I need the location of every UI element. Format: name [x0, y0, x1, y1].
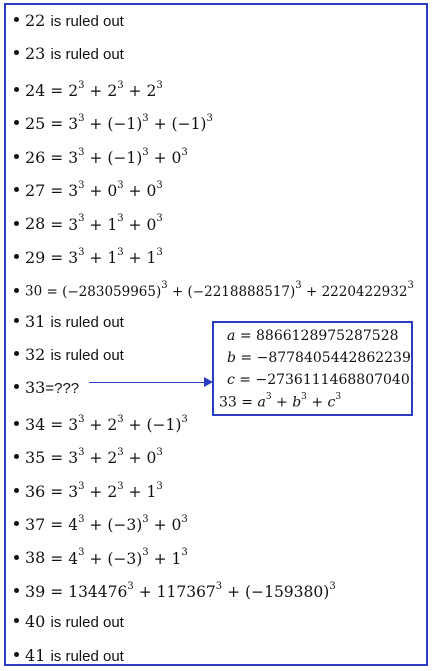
cube-equation: = $3^3 + 2^3 + 1^3$: [45, 480, 163, 501]
cube-exponent: 3: [142, 514, 149, 525]
cube-exponent: 3: [181, 547, 188, 559]
row-number: 38: [25, 548, 46, 568]
cube-exponent: 3: [117, 246, 124, 258]
cube-base: 2: [107, 415, 118, 434]
list-item: [14, 374, 79, 402]
cube-base: 2220422932: [321, 283, 408, 300]
cube-exponent: 3: [181, 146, 188, 158]
cube-base: 3: [68, 115, 79, 134]
cube-base: (−2218888517): [187, 283, 296, 300]
cube-equation: = $(-283059965)^3 + (-2218888517)^3 + 2220422932^3$: [42, 280, 414, 300]
cube-equation: = $4^3 + (-3)^3 + 1^3$: [45, 547, 188, 568]
callout-sum-line: $33 = a^3 + b^3 + c^3$: [219, 392, 342, 411]
plus-operator: +: [89, 516, 103, 535]
cube-exponent: 3: [142, 113, 149, 125]
bullet-icon: [14, 384, 19, 389]
cube-equation: = $2^3 + 2^3 + 2^3$: [45, 79, 163, 100]
cube-exponent: 3: [78, 180, 85, 191]
cube-base: 3: [68, 182, 79, 201]
callout-b-line: b = −8778405442862239: [227, 350, 411, 366]
plus-operator: +: [171, 283, 184, 300]
plus-operator: +: [138, 582, 152, 601]
a-label: a: [227, 328, 236, 344]
cube-base: 1: [146, 482, 157, 501]
cube-base: (−3): [107, 549, 143, 568]
ruled-out-text: is ruled out: [50, 13, 124, 30]
bullet-icon: [14, 618, 19, 623]
cube-base: 3: [68, 482, 79, 501]
plus-operator: +: [153, 516, 167, 535]
cube-exponent: 3: [117, 413, 124, 425]
plus-operator: +: [89, 482, 103, 501]
cube-base: 2: [107, 449, 118, 468]
cube-equation: = $134476^3 + 117367^3 + (-159380)^3$: [45, 580, 336, 601]
row-number: 26: [25, 147, 46, 167]
row-number: 40: [25, 612, 46, 632]
cube-exponent: 3: [142, 146, 149, 158]
list-item: [14, 174, 163, 202]
bullet-icon: [14, 488, 19, 493]
plus-operator: +: [128, 415, 142, 434]
plus-operator: +: [89, 415, 103, 434]
cube-exponent: 3: [78, 547, 85, 559]
cube-base: 0: [146, 182, 157, 201]
plus-operator: +: [153, 115, 167, 134]
row-number: 28: [25, 214, 46, 234]
cube-exponent: 3: [117, 480, 124, 492]
row-number: 29: [25, 247, 46, 267]
list-item: [14, 308, 124, 336]
solution-callout: [212, 321, 413, 416]
bullet-icon: [14, 50, 19, 55]
cube-equation: = $3^3 + 2^3 + (-1)^3$: [45, 413, 188, 434]
list-item: [14, 107, 213, 135]
row-number: 27: [25, 181, 46, 201]
cube-exponent: 3: [78, 146, 85, 158]
cube-base: 0: [146, 449, 157, 468]
cube-base: (−1): [107, 115, 143, 134]
sum-term-c: c: [327, 394, 336, 411]
cube-exponent: 3: [329, 580, 336, 592]
cube-exponent: 3: [156, 213, 163, 225]
bullet-icon: [14, 652, 19, 657]
plus-operator: +: [89, 182, 103, 201]
list-item: [14, 74, 163, 102]
cube-exponent: 3: [156, 180, 163, 191]
bullet-icon: [14, 521, 19, 526]
cube-exponent: 3: [161, 280, 168, 292]
sum-term-b: b: [292, 394, 302, 411]
cube-base: (−159380): [245, 582, 330, 601]
c-label: c: [227, 372, 235, 388]
cube-exponent: 3: [407, 280, 414, 292]
cube-base: 0: [171, 516, 182, 535]
cube-base: 1: [146, 248, 157, 267]
plus-operator: +: [153, 549, 167, 568]
sum-term-a: a: [257, 394, 266, 411]
cube-base: (−1): [171, 115, 207, 134]
cube-exponent: 3: [78, 447, 85, 459]
cube-equation: = $3^3 + (-1)^3 + 0^3$: [45, 146, 188, 167]
cube-exponent: 3: [181, 413, 188, 425]
row-number: 25: [25, 114, 46, 134]
bullet-icon: [14, 17, 19, 22]
bullet-icon: [14, 351, 19, 356]
cube-exponent: 3: [142, 547, 149, 559]
cube-equation: = $3^3 + 1^3 + 1^3$: [45, 246, 163, 267]
cube-exponent: 3: [117, 79, 124, 91]
cube-exponent: 3: [78, 413, 85, 425]
arrow-line: [89, 382, 205, 383]
unknown-text: =???: [45, 380, 80, 398]
cube-exponent: 3: [78, 113, 85, 125]
cube-exponent: 3: [295, 280, 302, 292]
cube-base: 4: [68, 516, 79, 535]
list-item: [14, 541, 188, 569]
plus-operator: +: [128, 449, 142, 468]
cube-exponent: 3: [215, 580, 223, 592]
cube-base: 2: [68, 81, 79, 100]
exp-b: 3: [301, 392, 307, 402]
bullet-icon: [14, 555, 19, 560]
row-number: 37: [25, 515, 46, 535]
list-item: [14, 7, 124, 35]
cube-base: (−1): [146, 415, 182, 434]
cube-base: 2: [107, 482, 118, 501]
list-item: [14, 441, 163, 469]
row-number: 34: [25, 414, 46, 434]
b-label: b: [227, 350, 236, 366]
ruled-out-text: is ruled out: [50, 46, 124, 64]
bullet-icon: [14, 421, 19, 426]
row-number: 41: [25, 645, 46, 665]
callout-a-line: a = 8866128975287528: [227, 328, 399, 344]
cube-base: (−3): [107, 516, 143, 535]
list-item: [14, 475, 163, 503]
list-item: [14, 575, 336, 603]
plus-operator: +: [89, 215, 103, 234]
cube-base: 3: [68, 248, 79, 267]
cube-exponent: 3: [156, 480, 163, 492]
bullet-icon: [14, 87, 19, 92]
cube-base: 134476: [68, 582, 128, 601]
cube-base: 1: [107, 215, 118, 234]
row-number: 24: [25, 80, 46, 100]
cube-exponent: 3: [156, 447, 163, 459]
cube-base: 1: [171, 549, 182, 568]
bullet-icon: [14, 454, 19, 459]
row-number: 39: [25, 581, 46, 601]
bullet-icon: [14, 154, 19, 159]
list-item: [14, 241, 163, 269]
plus-operator: +: [89, 115, 103, 134]
plus-operator: +: [89, 449, 103, 468]
cube-base: 3: [68, 148, 79, 167]
cube-exponent: 3: [117, 180, 124, 191]
cube-base: 2: [107, 81, 118, 100]
callout-c-line: c = −2736111468807040: [227, 372, 410, 388]
cube-base: 2: [146, 81, 157, 100]
plus-operator: +: [89, 549, 103, 568]
bullet-icon: [14, 187, 19, 192]
bullet-icon: [14, 254, 19, 259]
plus-operator: +: [89, 248, 103, 267]
cube-equation: = $3^3 + 0^3 + 0^3$: [45, 180, 163, 201]
list-item: [14, 341, 124, 369]
row-number: 23: [25, 44, 46, 64]
cube-exponent: 3: [156, 246, 163, 258]
b-value: −8778405442862239: [256, 350, 411, 366]
plus-operator: +: [89, 148, 103, 167]
row-number: 35: [25, 448, 46, 468]
cube-exponent: 3: [78, 246, 85, 258]
cube-equation: = $3^3 + 1^3 + 0^3$: [45, 213, 163, 234]
list-item: [14, 141, 188, 169]
cube-exponent: 3: [181, 514, 188, 525]
plus-operator: +: [128, 215, 142, 234]
cube-base: 3: [68, 415, 79, 434]
cube-exponent: 3: [206, 113, 213, 125]
row-number: 22: [25, 11, 46, 30]
plus-operator: +: [305, 283, 318, 300]
cube-exponent: 3: [117, 447, 124, 459]
row-number: 33: [25, 378, 46, 398]
cube-base: 0: [146, 215, 157, 234]
row-number: 36: [25, 481, 46, 501]
cube-exponent: 3: [156, 79, 163, 91]
row-number: 30: [25, 283, 43, 300]
plus-operator: +: [128, 81, 142, 100]
list-item: [14, 274, 414, 302]
bullet-icon: [14, 221, 19, 226]
cube-base: 117367: [156, 582, 216, 601]
cube-exponent: 3: [78, 480, 85, 492]
plus-operator: +: [89, 81, 103, 100]
cube-exponent: 3: [117, 213, 124, 225]
exp-c: 3: [335, 392, 342, 402]
cube-base: (−1): [107, 148, 143, 167]
list-item: [14, 642, 124, 670]
cube-equation: = $3^3 + 2^3 + 0^3$: [45, 447, 163, 468]
exp-a: 3: [265, 392, 272, 402]
row-number: 31: [25, 311, 46, 331]
cube-base: 3: [68, 215, 79, 234]
ruled-out-text: is ruled out: [50, 313, 124, 331]
cube-exponent: 3: [78, 79, 85, 91]
c-value: −2736111468807040: [255, 372, 410, 388]
plus-operator: +: [128, 482, 142, 501]
plus-operator: +: [128, 182, 142, 201]
cube-equation: = $3^3 + (-1)^3 + (-1)^3$: [45, 113, 213, 134]
bullet-icon: [14, 120, 19, 125]
list-item: [14, 608, 124, 636]
cube-exponent: 3: [78, 213, 85, 225]
cube-base: 1: [107, 248, 118, 267]
sum-lhs: 33: [219, 394, 237, 411]
cube-base: (−283059965): [62, 283, 162, 300]
list-item: [14, 40, 124, 68]
cube-base: 0: [107, 182, 118, 201]
ruled-out-text: is ruled out: [50, 614, 124, 632]
plus-operator: +: [227, 582, 241, 601]
list-item: [14, 207, 163, 235]
cube-base: 4: [68, 549, 79, 568]
ruled-out-text: is ruled out: [50, 647, 124, 665]
list-item: [14, 408, 188, 436]
cube-base: 0: [171, 148, 182, 167]
row-number: 32: [25, 345, 46, 364]
ruled-out-text: is ruled out: [50, 347, 124, 364]
cube-equation: = $4^3 + (-3)^3 + 0^3$: [45, 514, 188, 535]
cube-base: 3: [68, 449, 79, 468]
bullet-icon: [14, 318, 19, 323]
plus-operator: +: [128, 248, 142, 267]
cube-exponent: 3: [127, 580, 134, 592]
plus-operator: +: [153, 148, 167, 167]
a-value: 8866128975287528: [256, 328, 399, 344]
bullet-icon: [14, 588, 19, 593]
bullet-icon: [14, 288, 19, 293]
list-item: [14, 508, 188, 536]
cube-exponent: 3: [78, 514, 85, 525]
